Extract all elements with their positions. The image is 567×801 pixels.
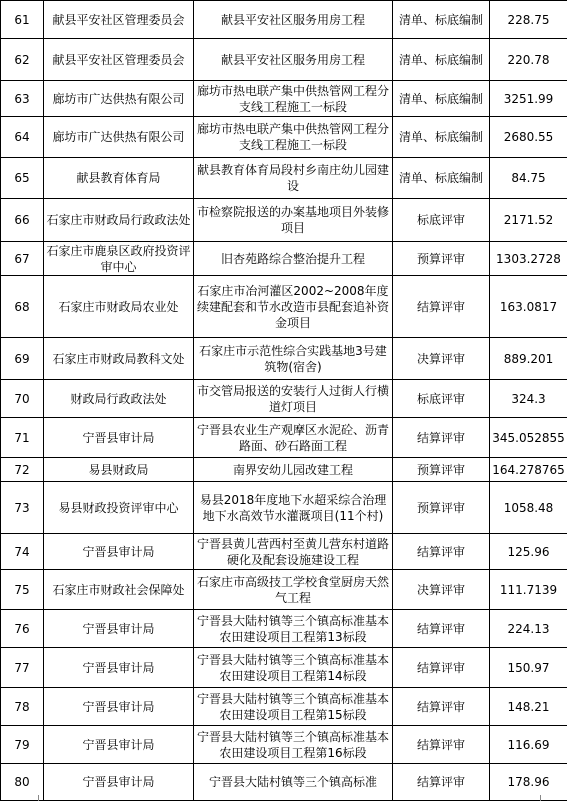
table-body xyxy=(1,1,567,801)
amount-cell: 324.3 xyxy=(490,380,567,418)
amount-cell: 1303.2728 xyxy=(490,242,567,276)
unit-name-cell: 宁晋县审计局 xyxy=(44,688,194,726)
row-number-cell: 79 xyxy=(1,726,44,764)
page-edge-marks xyxy=(0,795,567,801)
review-type-cell: 清单、标底编制 xyxy=(393,158,490,199)
review-type-cell: 预算评审 xyxy=(393,458,490,482)
review-type-cell: 结算评审 xyxy=(393,764,490,801)
row-number-cell: 75 xyxy=(1,570,44,610)
project-name-cell: 宁晋县大陆村镇等三个镇高标准基本农田建设项目工程第13标段 xyxy=(194,610,393,648)
project-name-cell: 市检察院报送的办案基地项目外装修项目 xyxy=(194,199,393,242)
amount-cell: 150.97 xyxy=(490,648,567,688)
table-row xyxy=(1,117,567,158)
row-number-cell: 63 xyxy=(1,81,44,117)
project-name-cell: 旧杏苑路综合整治提升工程 xyxy=(194,242,393,276)
table-row xyxy=(1,276,567,338)
amount-cell: 228.75 xyxy=(490,1,567,39)
row-number-cell: 71 xyxy=(1,418,44,458)
review-type-cell: 预算评审 xyxy=(393,242,490,276)
review-type-cell: 清单、标底编制 xyxy=(393,39,490,81)
amount-cell: 125.96 xyxy=(490,534,567,570)
row-number-cell: 70 xyxy=(1,380,44,418)
project-name-cell: 宁晋县大陆村镇等三个镇高标准 xyxy=(194,764,393,801)
project-name-cell: 易县2018年度地下水超采综合治理地下水高效节水灌溉项目(11个村) xyxy=(194,482,393,534)
unit-name-cell: 献县平安社区管理委员会 xyxy=(44,39,194,81)
unit-name-cell: 宁晋县审计局 xyxy=(44,418,194,458)
row-number-cell: 78 xyxy=(1,688,44,726)
amount-cell: 220.78 xyxy=(490,39,567,81)
table-row xyxy=(1,1,567,39)
table-row xyxy=(1,199,567,242)
review-type-cell: 标底评审 xyxy=(393,199,490,242)
row-number-cell: 66 xyxy=(1,199,44,242)
review-type-cell: 决算评审 xyxy=(393,570,490,610)
review-type-cell: 清单、标底编制 xyxy=(393,117,490,158)
row-number-cell: 73 xyxy=(1,482,44,534)
project-name-cell: 石家庄市高级技工学校食堂厨房天然气工程 xyxy=(194,570,393,610)
review-type-cell: 标底评审 xyxy=(393,380,490,418)
amount-cell: 84.75 xyxy=(490,158,567,199)
row-number-cell: 65 xyxy=(1,158,44,199)
unit-name-cell: 石家庄市财政社会保障处 xyxy=(44,570,194,610)
unit-name-cell: 宁晋县审计局 xyxy=(44,534,194,570)
unit-name-cell: 石家庄市鹿泉区政府投资评审中心 xyxy=(44,242,194,276)
review-type-cell: 结算评审 xyxy=(393,610,490,648)
unit-name-cell: 献县平安社区管理委员会 xyxy=(44,1,194,39)
unit-name-cell: 宁晋县审计局 xyxy=(44,764,194,801)
project-name-cell: 献县教育体育局段村乡南庄幼儿园建设 xyxy=(194,158,393,199)
unit-name-cell: 石家庄市财政局农业处 xyxy=(44,276,194,338)
unit-name-cell: 石家庄市财政局教科文处 xyxy=(44,338,194,380)
unit-name-cell: 易县财政投资评审中心 xyxy=(44,482,194,534)
table-row xyxy=(1,158,567,199)
review-type-cell: 结算评审 xyxy=(393,688,490,726)
amount-cell: 3251.99 xyxy=(490,81,567,117)
amount-cell: 164.278765 xyxy=(490,458,567,482)
project-name-cell: 南界安幼儿园改建工程 xyxy=(194,458,393,482)
project-name-cell: 献县平安社区服务用房工程 xyxy=(194,39,393,81)
amount-cell: 345.052855 xyxy=(490,418,567,458)
table-row xyxy=(1,380,567,418)
table-row xyxy=(1,648,567,688)
project-name-cell: 献县平安社区服务用房工程 xyxy=(194,1,393,39)
row-number-cell: 61 xyxy=(1,1,44,39)
table-row xyxy=(1,81,567,117)
row-number-cell: 67 xyxy=(1,242,44,276)
table-row xyxy=(1,570,567,610)
unit-name-cell: 易县财政局 xyxy=(44,458,194,482)
table-row xyxy=(1,688,567,726)
review-type-cell: 结算评审 xyxy=(393,534,490,570)
amount-cell: 163.0817 xyxy=(490,276,567,338)
amount-cell: 889.201 xyxy=(490,338,567,380)
project-name-cell: 石家庄市冶河灌区2002~2008年度续建配套和节水改造市县配套追补资金项目 xyxy=(194,276,393,338)
review-type-cell: 决算评审 xyxy=(393,338,490,380)
unit-name-cell: 廊坊市广达供热有限公司 xyxy=(44,117,194,158)
project-name-cell: 石家庄市示范性综合实践基地3号建筑物(宿舍) xyxy=(194,338,393,380)
review-type-cell: 预算评审 xyxy=(393,482,490,534)
project-name-cell: 宁晋县大陆村镇等三个镇高标准基本农田建设项目工程第16标段 xyxy=(194,726,393,764)
project-name-cell: 宁晋县农业生产观摩区水泥砼、沥青路面、砂石路面工程 xyxy=(194,418,393,458)
table-row xyxy=(1,338,567,380)
table-row xyxy=(1,482,567,534)
unit-name-cell: 宁晋县审计局 xyxy=(44,726,194,764)
table-row xyxy=(1,39,567,81)
table-row xyxy=(1,242,567,276)
unit-name-cell: 廊坊市广达供热有限公司 xyxy=(44,81,194,117)
table-row xyxy=(1,610,567,648)
project-name-cell: 宁晋县黄儿营西村至黄儿营东村道路硬化及配套设施建设工程 xyxy=(194,534,393,570)
review-type-cell: 结算评审 xyxy=(393,726,490,764)
amount-cell: 116.69 xyxy=(490,726,567,764)
row-number-cell: 62 xyxy=(1,39,44,81)
project-name-cell: 廊坊市热电联产集中供热管网工程分支线工程施工一标段 xyxy=(194,117,393,158)
review-type-cell: 结算评审 xyxy=(393,418,490,458)
row-number-cell: 69 xyxy=(1,338,44,380)
amount-cell: 111.7139 xyxy=(490,570,567,610)
project-name-cell: 市交管局报送的安装行人过街人行横道灯项目 xyxy=(194,380,393,418)
row-number-cell: 76 xyxy=(1,610,44,648)
unit-name-cell: 宁晋县审计局 xyxy=(44,610,194,648)
unit-name-cell: 石家庄市财政局行政政法处 xyxy=(44,199,194,242)
amount-cell: 178.96 xyxy=(490,764,567,801)
row-number-cell: 77 xyxy=(1,648,44,688)
amount-cell: 2680.55 xyxy=(490,117,567,158)
amount-cell: 148.21 xyxy=(490,688,567,726)
table-row xyxy=(1,726,567,764)
amount-cell: 2171.52 xyxy=(490,199,567,242)
review-type-cell: 结算评审 xyxy=(393,648,490,688)
unit-name-cell: 献县教育体育局 xyxy=(44,158,194,199)
row-number-cell: 68 xyxy=(1,276,44,338)
table-row xyxy=(1,534,567,570)
table-row xyxy=(1,418,567,458)
unit-name-cell: 宁晋县审计局 xyxy=(44,648,194,688)
review-type-cell: 清单、标底编制 xyxy=(393,81,490,117)
row-number-cell: 64 xyxy=(1,117,44,158)
unit-name-cell: 财政局行政政法处 xyxy=(44,380,194,418)
row-number-cell: 74 xyxy=(1,534,44,570)
project-name-cell: 廊坊市热电联产集中供热管网工程分支线工程施工一标段 xyxy=(194,81,393,117)
table-row xyxy=(1,458,567,482)
amount-cell: 224.13 xyxy=(490,610,567,648)
review-type-cell: 清单、标底编制 xyxy=(393,1,490,39)
row-number-cell: 72 xyxy=(1,458,44,482)
project-name-cell: 宁晋县大陆村镇等三个镇高标准基本农田建设项目工程第15标段 xyxy=(194,688,393,726)
amount-cell: 1058.48 xyxy=(490,482,567,534)
project-name-cell: 宁晋县大陆村镇等三个镇高标准基本农田建设项目工程第14标段 xyxy=(194,648,393,688)
row-number-cell: 80 xyxy=(1,764,44,801)
review-type-cell: 结算评审 xyxy=(393,276,490,338)
